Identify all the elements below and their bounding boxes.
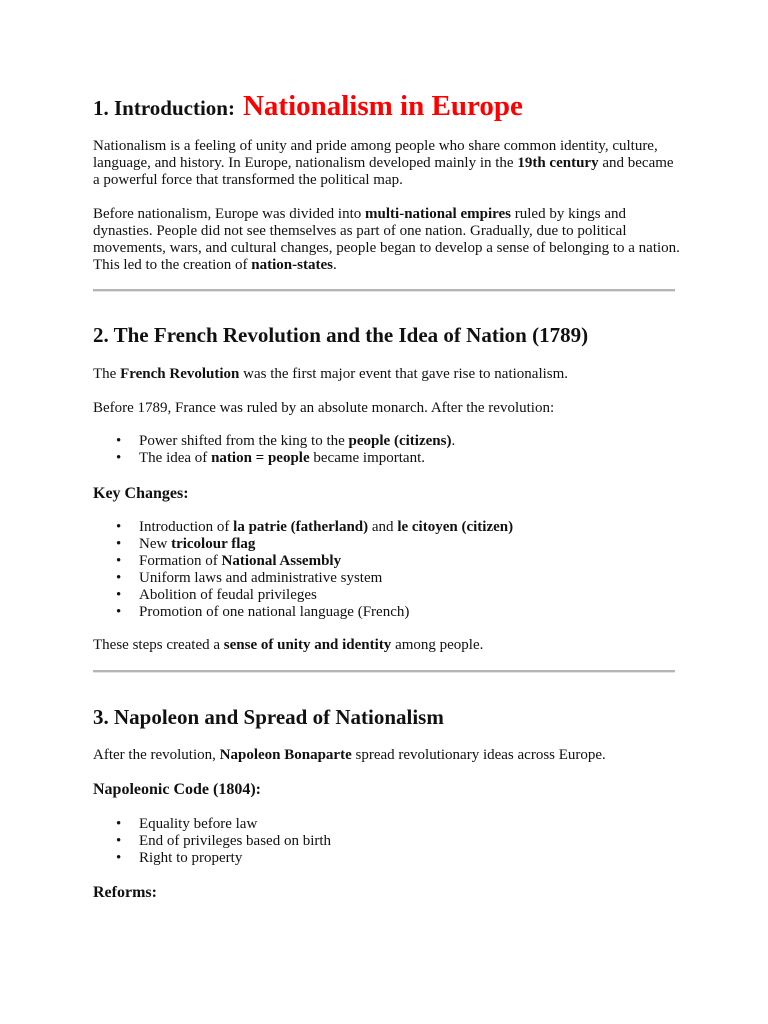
intro-paragraph-1 [93, 138, 683, 189]
list-item-text: became important. [309, 450, 425, 466]
list-item-bold: nation = people [211, 450, 310, 466]
bullet-icon: • [116, 833, 122, 849]
intro-p1-text-2: and became a powerful force that transformed the political map. [93, 155, 674, 188]
list-item [93, 450, 455, 467]
bullet-icon: • [116, 553, 122, 569]
bullet-icon: • [116, 450, 122, 466]
intro-paragraph-2 [93, 206, 683, 274]
list-item-bold: la patrie (fatherland) [233, 519, 369, 535]
intro-p2-text-1: Before nationalism, Europe was divided into [93, 206, 366, 222]
section-3-heading: 3. Napoleon and Spread of Nationalism [93, 705, 444, 729]
list-item [93, 570, 513, 587]
bullet-icon: • [116, 433, 122, 449]
section-1-heading [93, 86, 523, 123]
list-item-text: The idea of [139, 450, 212, 466]
napoleon-bold-1: Napoleon Bonaparte [219, 747, 352, 763]
revolution-paragraph-2: Before 1789, France was ruled by an absolute monarch. After the revolution: [93, 400, 555, 416]
section-divider-1 [93, 289, 675, 292]
intro-p1-text-1: Nationalism is a feeling of unity and pride among people who share common identity, culture, language, and history. In Europe, nationalism developed mainly in the [93, 138, 658, 171]
list-item [93, 536, 513, 553]
napoleonic-code-list [93, 816, 331, 867]
list-item-text: . [451, 433, 456, 449]
closing-text-1: These steps created a [93, 637, 224, 653]
list-item [93, 433, 455, 450]
list-item-text: Formation of [139, 553, 222, 569]
napoleonic-code-heading: Napoleonic Code (1804): [93, 781, 261, 798]
list-item [93, 816, 331, 833]
list-item [93, 587, 513, 604]
napoleon-paragraph [93, 747, 683, 764]
closing-text-2: among people. [391, 637, 484, 653]
list-item-text: Introduction of [139, 519, 234, 535]
bullet-icon: • [116, 604, 122, 620]
section-2-heading: 2. The French Revolution and the Idea of Nation (1789) [93, 323, 589, 347]
bullet-icon: • [116, 536, 122, 552]
list-item-text: Right to property [139, 850, 243, 866]
list-item-text: New [139, 536, 172, 552]
revolution-bullet-list [93, 433, 455, 467]
bullet-icon: • [116, 519, 122, 535]
intro-p2-text-3: . [332, 257, 337, 273]
list-item-text: Power shifted from the king to the [139, 433, 349, 449]
intro-p2-bold-2: nation-states [251, 257, 333, 273]
intro-p1-bold-1: 19th century [517, 155, 599, 171]
section-1-heading-title: Nationalism in Europe [242, 90, 523, 122]
intro-p2-bold-1: multi-national empires [365, 206, 512, 222]
rev-p1-text-1: The [93, 366, 121, 382]
napoleon-text-1: After the revolution, [93, 747, 220, 763]
list-item-bold: people (citizens) [348, 433, 452, 449]
list-item-text: and [368, 519, 398, 535]
revolution-closing-paragraph [93, 637, 683, 654]
list-item [93, 553, 513, 570]
list-item [93, 604, 513, 621]
list-item-bold: tricolour flag [171, 536, 256, 552]
bullet-icon: • [116, 570, 122, 586]
list-item [93, 850, 331, 867]
list-item-text: Equality before law [139, 816, 258, 832]
intro-p2-text-2: ruled by kings and dynasties. People did not see themselves as part of one nation. Gradually, due to political movements, wars, and cultural changes, people began to develop a sense of belonging to a nation. This led to the creation of [93, 206, 680, 273]
rev-p1-text-2: was the first major event that gave rise to nationalism. [239, 366, 569, 382]
section-1-heading-prefix: 1. Introduction: [93, 96, 235, 120]
reforms-heading: Reforms: [93, 884, 157, 901]
key-changes-list [93, 519, 513, 621]
list-item-text: Uniform laws and administrative system [139, 570, 383, 586]
list-item-text: Abolition of feudal privileges [139, 587, 317, 603]
bullet-icon: • [116, 850, 122, 866]
revolution-paragraph-1 [93, 366, 683, 383]
rev-p1-bold-1: French Revolution [120, 366, 240, 382]
bullet-icon: • [116, 816, 122, 832]
list-item [93, 833, 331, 850]
napoleon-text-2: spread revolutionary ideas across Europe. [351, 747, 606, 763]
list-item-bold: le citoyen (citizen) [397, 519, 514, 535]
list-item-text: End of privileges based on birth [139, 833, 332, 849]
section-divider-2 [93, 670, 675, 673]
list-item-bold: National Assembly [221, 553, 342, 569]
closing-bold-1: sense of unity and identity [223, 637, 392, 653]
list-item-text: Promotion of one national language (French) [139, 604, 410, 620]
list-item [93, 519, 513, 536]
key-changes-heading: Key Changes: [93, 485, 189, 502]
bullet-icon: • [116, 587, 122, 603]
